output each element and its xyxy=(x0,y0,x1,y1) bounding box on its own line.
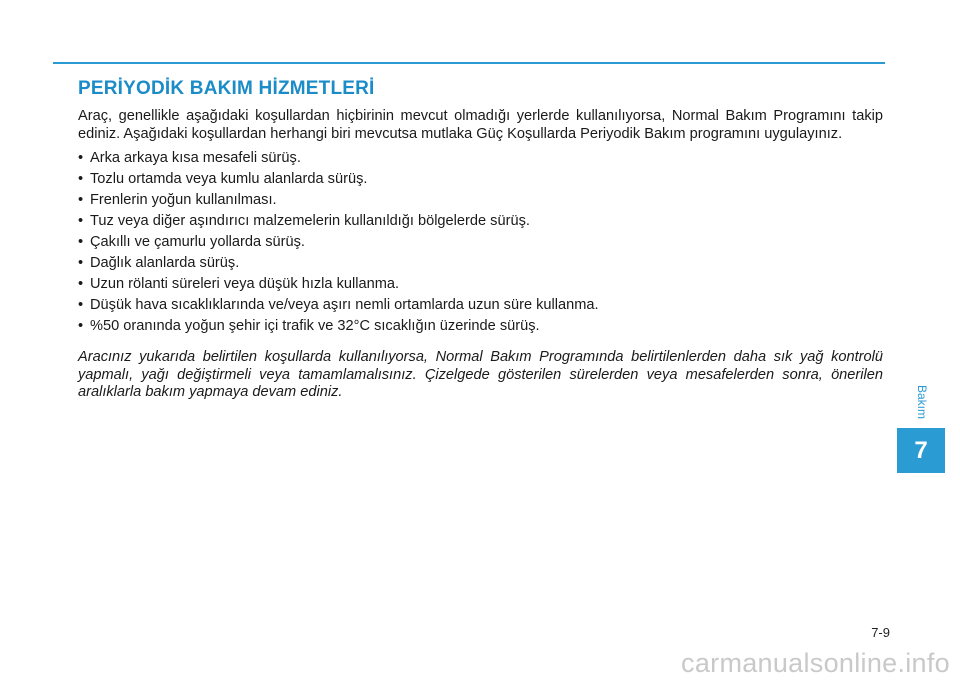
watermark: carmanualsonline.info xyxy=(681,648,950,678)
bullet-icon: • xyxy=(78,171,84,187)
chapter-side-label xyxy=(912,382,932,422)
list-item xyxy=(78,190,883,211)
bullet-icon: • xyxy=(78,255,84,271)
list-item-text: %50 oranında yoğun şehir içi trafik ve 32°C sıcaklığın üzerinde sürüş. xyxy=(90,318,540,334)
list-item xyxy=(78,253,883,274)
bullet-icon: • xyxy=(78,234,84,250)
conditions-list xyxy=(78,148,883,337)
list-item-text: Uzun rölanti süreleri veya düşük hızla kullanma. xyxy=(90,276,400,292)
maintenance-section xyxy=(78,78,883,402)
bullet-icon: • xyxy=(78,276,84,292)
page-number: 7-9 xyxy=(871,625,890,640)
chapter-side-label-text: Bakım xyxy=(915,384,930,420)
bullet-icon: • xyxy=(78,297,84,313)
bullet-icon: • xyxy=(78,213,84,229)
list-item-text: Düşük hava sıcaklıklarında ve/veya aşırı nemli ortamlarda uzun süre kullanma. xyxy=(90,297,599,313)
list-item-text: Tozlu ortamda veya kumlu alanlarda sürüş. xyxy=(90,171,368,187)
list-item xyxy=(78,169,883,190)
list-item-text: Dağlık alanlarda sürüş. xyxy=(90,255,240,271)
list-item xyxy=(78,232,883,253)
note-paragraph: Aracınız yukarıda belirtilen koşullarda kullanılıyorsa, Normal Bakım Programında belirtilenlerden daha sık yağ kontrolü yapmalı, yağı değiştirmeli veya tamamlamalısınız. Çizelgede gösterilen sürelerden veya mesafelerden sonra, önerilen aralıklarla bakım yapmaya devam ediniz. xyxy=(78,349,883,400)
top-divider-line xyxy=(53,62,885,64)
list-item xyxy=(78,295,883,316)
bullet-icon: • xyxy=(78,192,84,208)
section-title: PERİYODİK BAKIM HİZMETLERİ xyxy=(78,78,375,99)
list-item-text: Frenlerin yoğun kullanılması. xyxy=(90,192,277,208)
list-item xyxy=(78,316,883,337)
list-item xyxy=(78,274,883,295)
chapter-tab: 7 xyxy=(897,428,945,473)
list-item-text: Çakıllı ve çamurlu yollarda sürüş. xyxy=(90,234,305,250)
list-item xyxy=(78,211,883,232)
bullet-icon: • xyxy=(78,150,84,166)
intro-paragraph: Araç, genellikle aşağıdaki koşullardan hiçbirinin mevcut olmadığı yerlerde kullanılıyorsa, Normal Bakım Programını takip ediniz. Aşağıdaki koşullardan herhangi biri mevcutsa mutlaka Güç Koşullarda Periyodik Bakım programını uygulayınız. xyxy=(78,108,883,142)
bullet-icon: • xyxy=(78,318,84,334)
list-item-text: Tuz veya diğer aşındırıcı malzemelerin kullanıldığı bölgelerde sürüş. xyxy=(90,213,530,229)
list-item xyxy=(78,148,883,169)
list-item-text: Arka arkaya kısa mesafeli sürüş. xyxy=(90,150,301,166)
